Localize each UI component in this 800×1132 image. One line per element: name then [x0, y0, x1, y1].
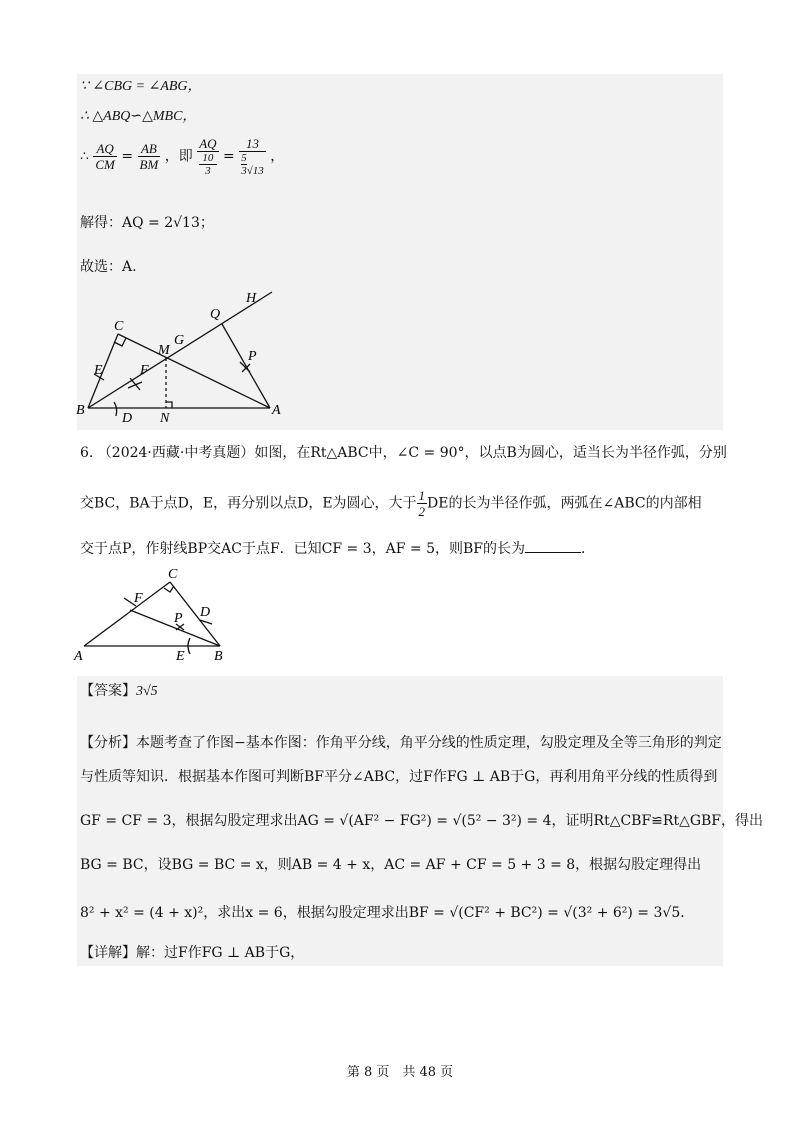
solution-line-1: ∵ ∠CBG = ∠ABG， — [80, 79, 202, 94]
ray-BH — [88, 292, 272, 408]
label-P: P — [248, 349, 257, 364]
analysis-line-2: 与性质等知识．根据基本作图可判断BF平分∠ABC，过F作FG ⊥ AB于G，再利用角平分线的性质得到 — [80, 769, 718, 785]
fraction-aq-over-10-3: AQ 10 3 — [199, 136, 217, 177]
label-F2: F — [134, 591, 143, 606]
answer-value: 3√5 — [136, 684, 158, 699]
label-B2: B — [214, 649, 223, 664]
fraction-ab-bm: $\frac{AB}{BM}$ — [139, 141, 159, 172]
question-6-line-2 — [80, 488, 702, 528]
label-C: C — [114, 319, 124, 334]
fraction-one-half: $\frac{1}{2}$ — [418, 488, 426, 519]
label-M: M — [158, 343, 170, 358]
label-N: N — [160, 411, 170, 426]
fraction-aq-cm: $\frac{AQ}{CM}$ — [95, 141, 115, 172]
question-text-3: 交于点P，作射线BP交AC于点F．已知CF = 3，AF = 5，则BF的长为 — [80, 541, 525, 557]
question-end-punct: ． — [581, 541, 595, 557]
geometry-figure-1 — [70, 286, 290, 426]
therefore-symbol: ∴ — [80, 148, 89, 165]
question-text-2a: 交BC，BA于点D，E，再分别以点D，E为圆心，大于 — [80, 495, 417, 512]
arc-F-2 — [128, 382, 142, 388]
solution-line-2: ∴ △ABQ∽△MBC， — [80, 109, 197, 124]
comma: ， — [270, 148, 285, 165]
label-A: A — [272, 403, 281, 418]
right-angle-N — [166, 402, 172, 408]
label-G: G — [174, 333, 185, 348]
label-E: E — [94, 363, 103, 378]
analysis-line-3: GF = CF = 3，根据勾股定理求出AG = √(AF² − FG²) = √(5² − 3²) = 4，证明Rt△CBF≌Rt△GBF，得出 — [80, 813, 764, 829]
label-P2: P — [174, 611, 183, 626]
equals-sign: = — [121, 148, 134, 165]
question-6-line-3 — [80, 538, 595, 558]
page-footer: 第 8 页 共 48 页 — [346, 1065, 454, 1080]
segment-BC — [88, 334, 118, 408]
equals-sign-2: = — [223, 148, 235, 165]
label-F: F — [140, 363, 149, 378]
arc-D — [114, 402, 117, 416]
label-D2: D — [200, 605, 211, 620]
label-D: D — [122, 411, 133, 426]
answer-line — [80, 682, 158, 701]
analysis-line-5: 8² + x² = (4 + x)²，求出x = 6，根据勾股定理求出BF = √(CF² + BC²) = √(3² + 6²) = 3√5． — [80, 905, 695, 921]
label-E2: E — [176, 649, 185, 664]
solution-line-3 — [80, 136, 284, 186]
label-Q: Q — [210, 307, 221, 322]
label-B: B — [76, 403, 85, 418]
label-C2: C — [168, 567, 178, 582]
solution-line-4: 解得：AQ = 2√13； — [80, 215, 214, 231]
segment-AC — [84, 582, 170, 646]
fraction-13-over-5-3-root13: 13 $\frac{5}{3}$ √13 — [241, 136, 264, 177]
analysis-line-1: 【分析】本题考查了作图−基本作图：作角平分线，角平分线的性质定理，勾股定理及全等三角形的判定 — [80, 735, 722, 751]
solution-line-5: 故选：A. — [80, 259, 137, 275]
label-H: H — [246, 291, 257, 306]
segment-QA — [222, 324, 270, 408]
namely-text: ，即 — [164, 148, 193, 165]
label-A2: A — [74, 649, 83, 664]
answer-blank — [525, 538, 581, 553]
question-text-2b: DE的长为半径作弧，两弧在∠ABC的内部相 — [427, 495, 702, 512]
geometry-figure-2 — [72, 568, 242, 668]
detailed-solution-line: 【详解】解：过F作FG ⊥ AB于G， — [80, 945, 305, 961]
right-angle-C2 — [164, 586, 174, 592]
question-6-line-1: 6. （2024·西藏·中考真题）如图，在Rt△ABC中，∠C = 90°，以点B为圆心，适当长为半径作弧，分别 — [80, 445, 727, 461]
analysis-line-4: BG = BC，设BG = BC = x，则AB = 4 + x，AC = AF + CF = 5 + 3 = 8，根据勾股定理得出 — [80, 857, 702, 873]
answer-label: 【答案】 — [80, 683, 136, 699]
